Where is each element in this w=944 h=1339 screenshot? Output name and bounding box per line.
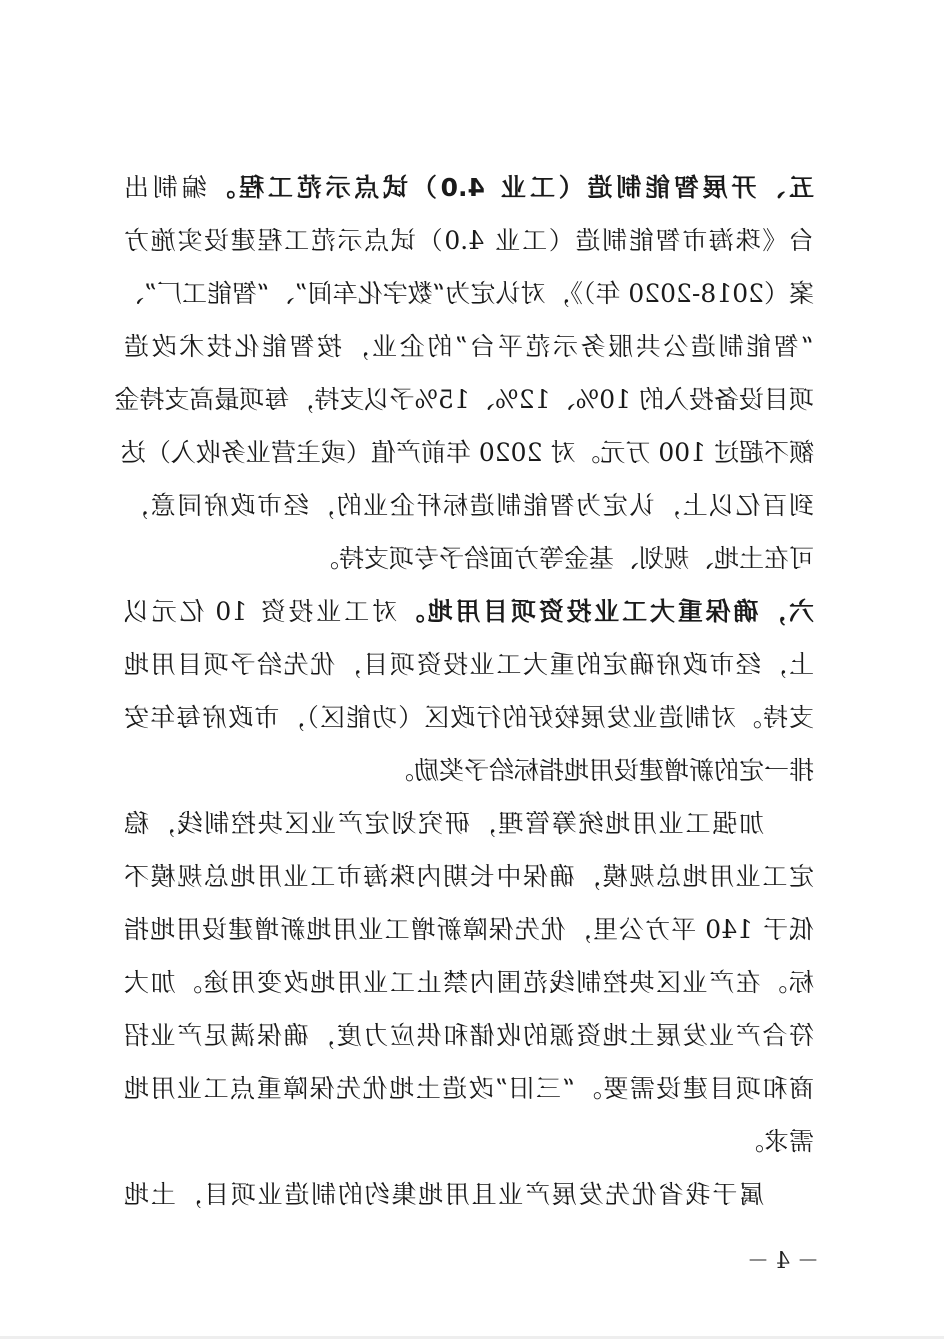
text-line: 项目设备投入的 10%、12%、15%予以支持，每项最高支持金	[114, 385, 814, 414]
document-body	[114, 161, 814, 1221]
section5-first-line	[124, 161, 814, 214]
text-line: 需求。	[738, 1127, 814, 1156]
section6-first-line	[124, 585, 814, 638]
text-line: “智能制造公共服务示范平台”的企业，按智能化技术改造	[124, 332, 814, 361]
text-line: 低于 140 平方公里，优先保障新增工业用地新增建设用地指	[124, 915, 814, 944]
text-line: 可在土地、规划、基金等方面给予专项支持。	[313, 544, 814, 573]
text-line: 商和项目建设需要。“三旧”改造土地优先保障重点工业用地	[124, 1074, 814, 1103]
section5-line-text: 编制出	[124, 173, 207, 202]
text-line: 排一定的新增建设用地指标给予奖励。	[388, 756, 814, 785]
text-line: 到百亿以上，认定为智能制造标杆企业的，经市政府同意，	[124, 491, 814, 520]
text-line: 上，经市政府确定的重大工业投资项目，优先给予项目用地	[124, 650, 814, 679]
text-line: 台《珠海市智能制造（工业 4.0）试点示范工程建设实施方	[124, 226, 814, 255]
text-line: 案（2018-2020 年）》，对认定为“数字化车间”、“智能工厂”、	[119, 279, 814, 308]
section6-heading: 六，确保重大工业投资项目用地。	[396, 597, 814, 626]
section5-heading: 五、开展智能制造（工业 4.0）试点示范工程。	[206, 173, 814, 202]
text-line: 支持。对制造业发展较好的行政区（功能区），市政府每年安	[124, 703, 814, 732]
page-number: － 4 －	[747, 1249, 819, 1274]
text-line: 标。在产业区块控制线范围内禁止工业用地改变用途。加大	[124, 968, 814, 997]
section6-line-text: 对工业投资 10 亿元以	[124, 597, 397, 626]
text-line: 属于我省优先发展产业且用地集约的制造业项目，土地	[124, 1180, 764, 1209]
text-line: 额不超过 100 万元。对 2020 年前产值（或主营业务收入）达	[120, 438, 814, 467]
text-line: 加强工业用地统筹管理，研究划定产业区块控制线，稳	[124, 809, 764, 838]
text-line: 定工业用地总规模，确保中长期内珠海市工业用地总规模不	[124, 862, 814, 891]
text-line: 符合产业发展土地资源的收储和供应力度，确保满足产业招	[124, 1021, 814, 1050]
